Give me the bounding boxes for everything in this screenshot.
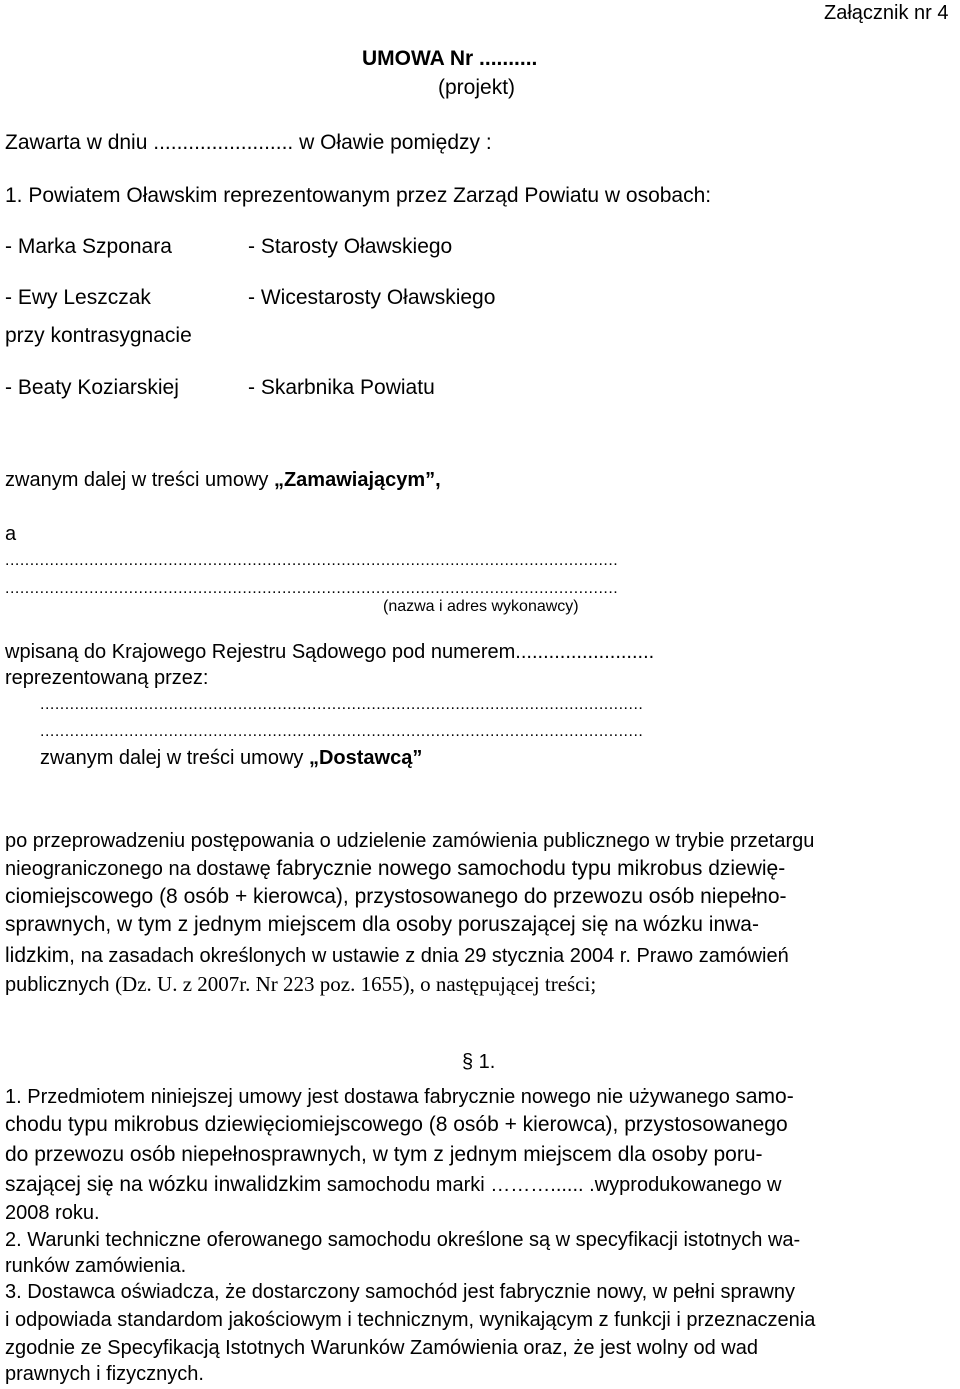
- rep1-role: - Starosty Oławskiego: [248, 235, 453, 258]
- party2-and: a: [5, 523, 17, 545]
- party1-intro: 1. Powiatem Oławskim reprezentowanym przez Zarząd Powiatu w osobach:: [5, 184, 712, 207]
- contractor-dots-2: ............................................................................................................................: [5, 581, 619, 597]
- represented-label: reprezentowaną przez:: [5, 667, 209, 689]
- preamble-citation: (Dz. U. z 2007r. Nr 223 poz. 1655), o następującej treści;: [115, 972, 597, 996]
- preamble-line-4: sprawnych, w tym z jednym miejscem dla osoby poruszającej się na wózku inwa-: [5, 913, 759, 936]
- called-name: „Zamawiającym”,: [273, 469, 441, 491]
- called-name: „Dostawcą”: [308, 747, 423, 769]
- countersign-label: przy kontrasygnacie: [5, 324, 192, 347]
- party1-called: [5, 470, 441, 490]
- preamble-line-1: po przeprowadzeniu postępowania o udzielenie zamówienia publicznego w trybie przetargu: [5, 830, 815, 852]
- clause-text: ………...... .wyprodukowanego w: [484, 1174, 782, 1196]
- preamble-line-3: ciomiejscowego (8 osób + kierowca), przystosowanego do przewozu osób niepełno-: [5, 885, 787, 908]
- preamble-text: nieograniczonego na dostawę: [5, 858, 277, 880]
- clause-text: samochodu marki: [321, 1174, 485, 1196]
- section-heading: § 1.: [462, 1051, 496, 1073]
- krs-line: wpisaną do Krajowego Rejestru Sądowego pod numerem.........................: [5, 641, 655, 663]
- preamble-subject: fabrycznie nowego samochodu typu mikrobus dziewię-: [276, 857, 786, 880]
- rep-dots-2: ..........................................................................................................................: [40, 724, 644, 740]
- clause2-line-1: 2. Warunki techniczne oferowanego samochodu określone są w specyfikacji istotnych wa-: [5, 1229, 801, 1251]
- clause3-line-1: 3. Dostawca oświadcza, że dostarczony samochód jest fabrycznie nowy, w pełni sprawny: [5, 1281, 795, 1303]
- clause3-line-4: prawnych i fizycznych.: [5, 1363, 204, 1385]
- clause-subject: samo-: [735, 1085, 794, 1108]
- preamble-text: na zasadach określonych w ustawie z dnia 29 stycznia 2004 r. Prawo zamówień: [75, 945, 789, 967]
- clause1-line-4: [5, 1174, 782, 1195]
- clause1-line-5: 2008 roku.: [5, 1202, 100, 1224]
- rep-dots-1: ..........................................................................................................................: [40, 697, 644, 713]
- rep3-role: - Skarbnika Powiatu: [248, 376, 435, 399]
- clause2-line-2: runków zamówienia.: [5, 1255, 187, 1277]
- concluded-line: Zawarta w dniu ........................ w Oławie pomiędzy :: [5, 131, 492, 154]
- preamble-subject: lidzkim,: [5, 944, 76, 967]
- party2-called: [40, 748, 422, 768]
- contract-subtitle: (projekt): [438, 76, 516, 99]
- rep3-name: - Beaty Koziarskiej: [5, 376, 179, 399]
- preamble-line-5: [5, 945, 789, 966]
- clause3-line-3: zgodnie ze Specyfikacją Istotnych Warunków Zamówienia oraz, że jest wolny od wad: [5, 1337, 758, 1359]
- clause1-line-3: do przewozu osób niepełnosprawnych, w tym z jednym miejscem dla osoby poru-: [5, 1143, 763, 1166]
- contract-title: UMOWA Nr ..........: [362, 47, 538, 70]
- clause-subject: szającej się na wózku inwalidzkim: [5, 1173, 322, 1196]
- contractor-caption: (nazwa i adres wykonawcy): [383, 598, 579, 615]
- called-prefix: zwanym dalej w treści umowy: [40, 747, 309, 769]
- clause1-line-2: chodu typu mikrobus dziewięciomiejscowego (8 osób + kierowca), przystosowanego: [5, 1113, 788, 1136]
- preamble-text: publicznych: [5, 974, 116, 996]
- rep2-role: - Wicestarosty Oławskiego: [248, 286, 496, 309]
- rep1-name: - Marka Szponara: [5, 235, 172, 258]
- clause1-line-1: [5, 1086, 794, 1107]
- preamble-line-2: [5, 858, 785, 879]
- rep2-name: - Ewy Leszczak: [5, 286, 151, 309]
- clause-text: 1. Przedmiotem niniejszej umowy jest dostawa fabrycznie nowego nie używanego: [5, 1086, 736, 1108]
- called-prefix: zwanym dalej w treści umowy: [5, 469, 274, 491]
- preamble-line-6: [5, 974, 596, 995]
- contractor-dots-1: ............................................................................................................................: [5, 553, 619, 569]
- annex-label: Załącznik nr 4: [824, 2, 949, 24]
- clause3-line-2: i odpowiada standardom jakościowym i technicznym, wynikającym z funkcji i przeznaczenia: [5, 1309, 816, 1331]
